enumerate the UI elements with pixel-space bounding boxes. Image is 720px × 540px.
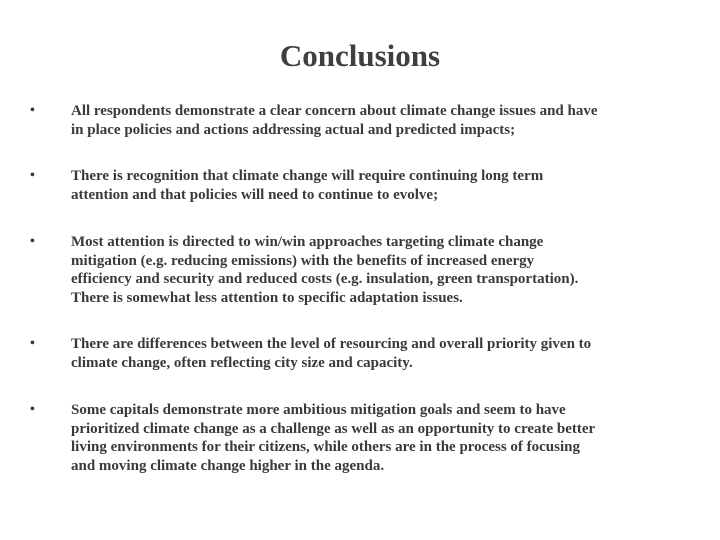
text-line: There is somewhat less attention to specific adaptation issues.	[71, 290, 463, 307]
text-line: There are differences between the level of resourcing and overall priority given to	[71, 336, 592, 352]
bullet-text	[71, 233, 578, 308]
text-line: prioritized climate change as a challenge as well as an opportunity to create better	[71, 420, 596, 437]
text-line: All respondents demonstrate a clear concern about climate change issues and have	[71, 103, 598, 119]
text-line: mitigation (e.g. reducing emissions) with the benefits of increased energy	[71, 252, 535, 269]
bullet-text	[71, 401, 595, 476]
bullet-text	[71, 102, 598, 139]
text-line: There is recognition that climate change will require continuing long term	[71, 168, 544, 184]
text-line: Most attention is directed to win/win approaches targeting climate change	[71, 234, 544, 250]
bullet-text	[71, 167, 543, 204]
text-line: Some capitals demonstrate more ambitious mitigation goals and seem to have	[71, 402, 566, 418]
bullet-icon: •	[30, 168, 35, 183]
bullet-text	[71, 335, 591, 372]
text-line: in place policies and actions addressing actual and predicted impacts;	[71, 121, 516, 138]
slide-title: Conclusions	[279, 38, 441, 73]
bullet-icon: •	[30, 402, 35, 417]
text-line: attention and that policies will need to continue to evolve;	[71, 186, 439, 203]
bullet-icon: •	[30, 103, 35, 118]
bullet-icon: •	[30, 336, 35, 351]
text-line: and moving climate change higher in the agenda.	[71, 458, 385, 475]
text-line: climate change, often reflecting city size and capacity.	[71, 354, 413, 371]
text-line: living environments for their citizens, while others are in the process of focusing	[71, 439, 580, 456]
text-line: efficiency and security and reduced costs (e.g. insulation, green transportation).	[71, 271, 579, 288]
bullet-icon: •	[30, 234, 35, 249]
